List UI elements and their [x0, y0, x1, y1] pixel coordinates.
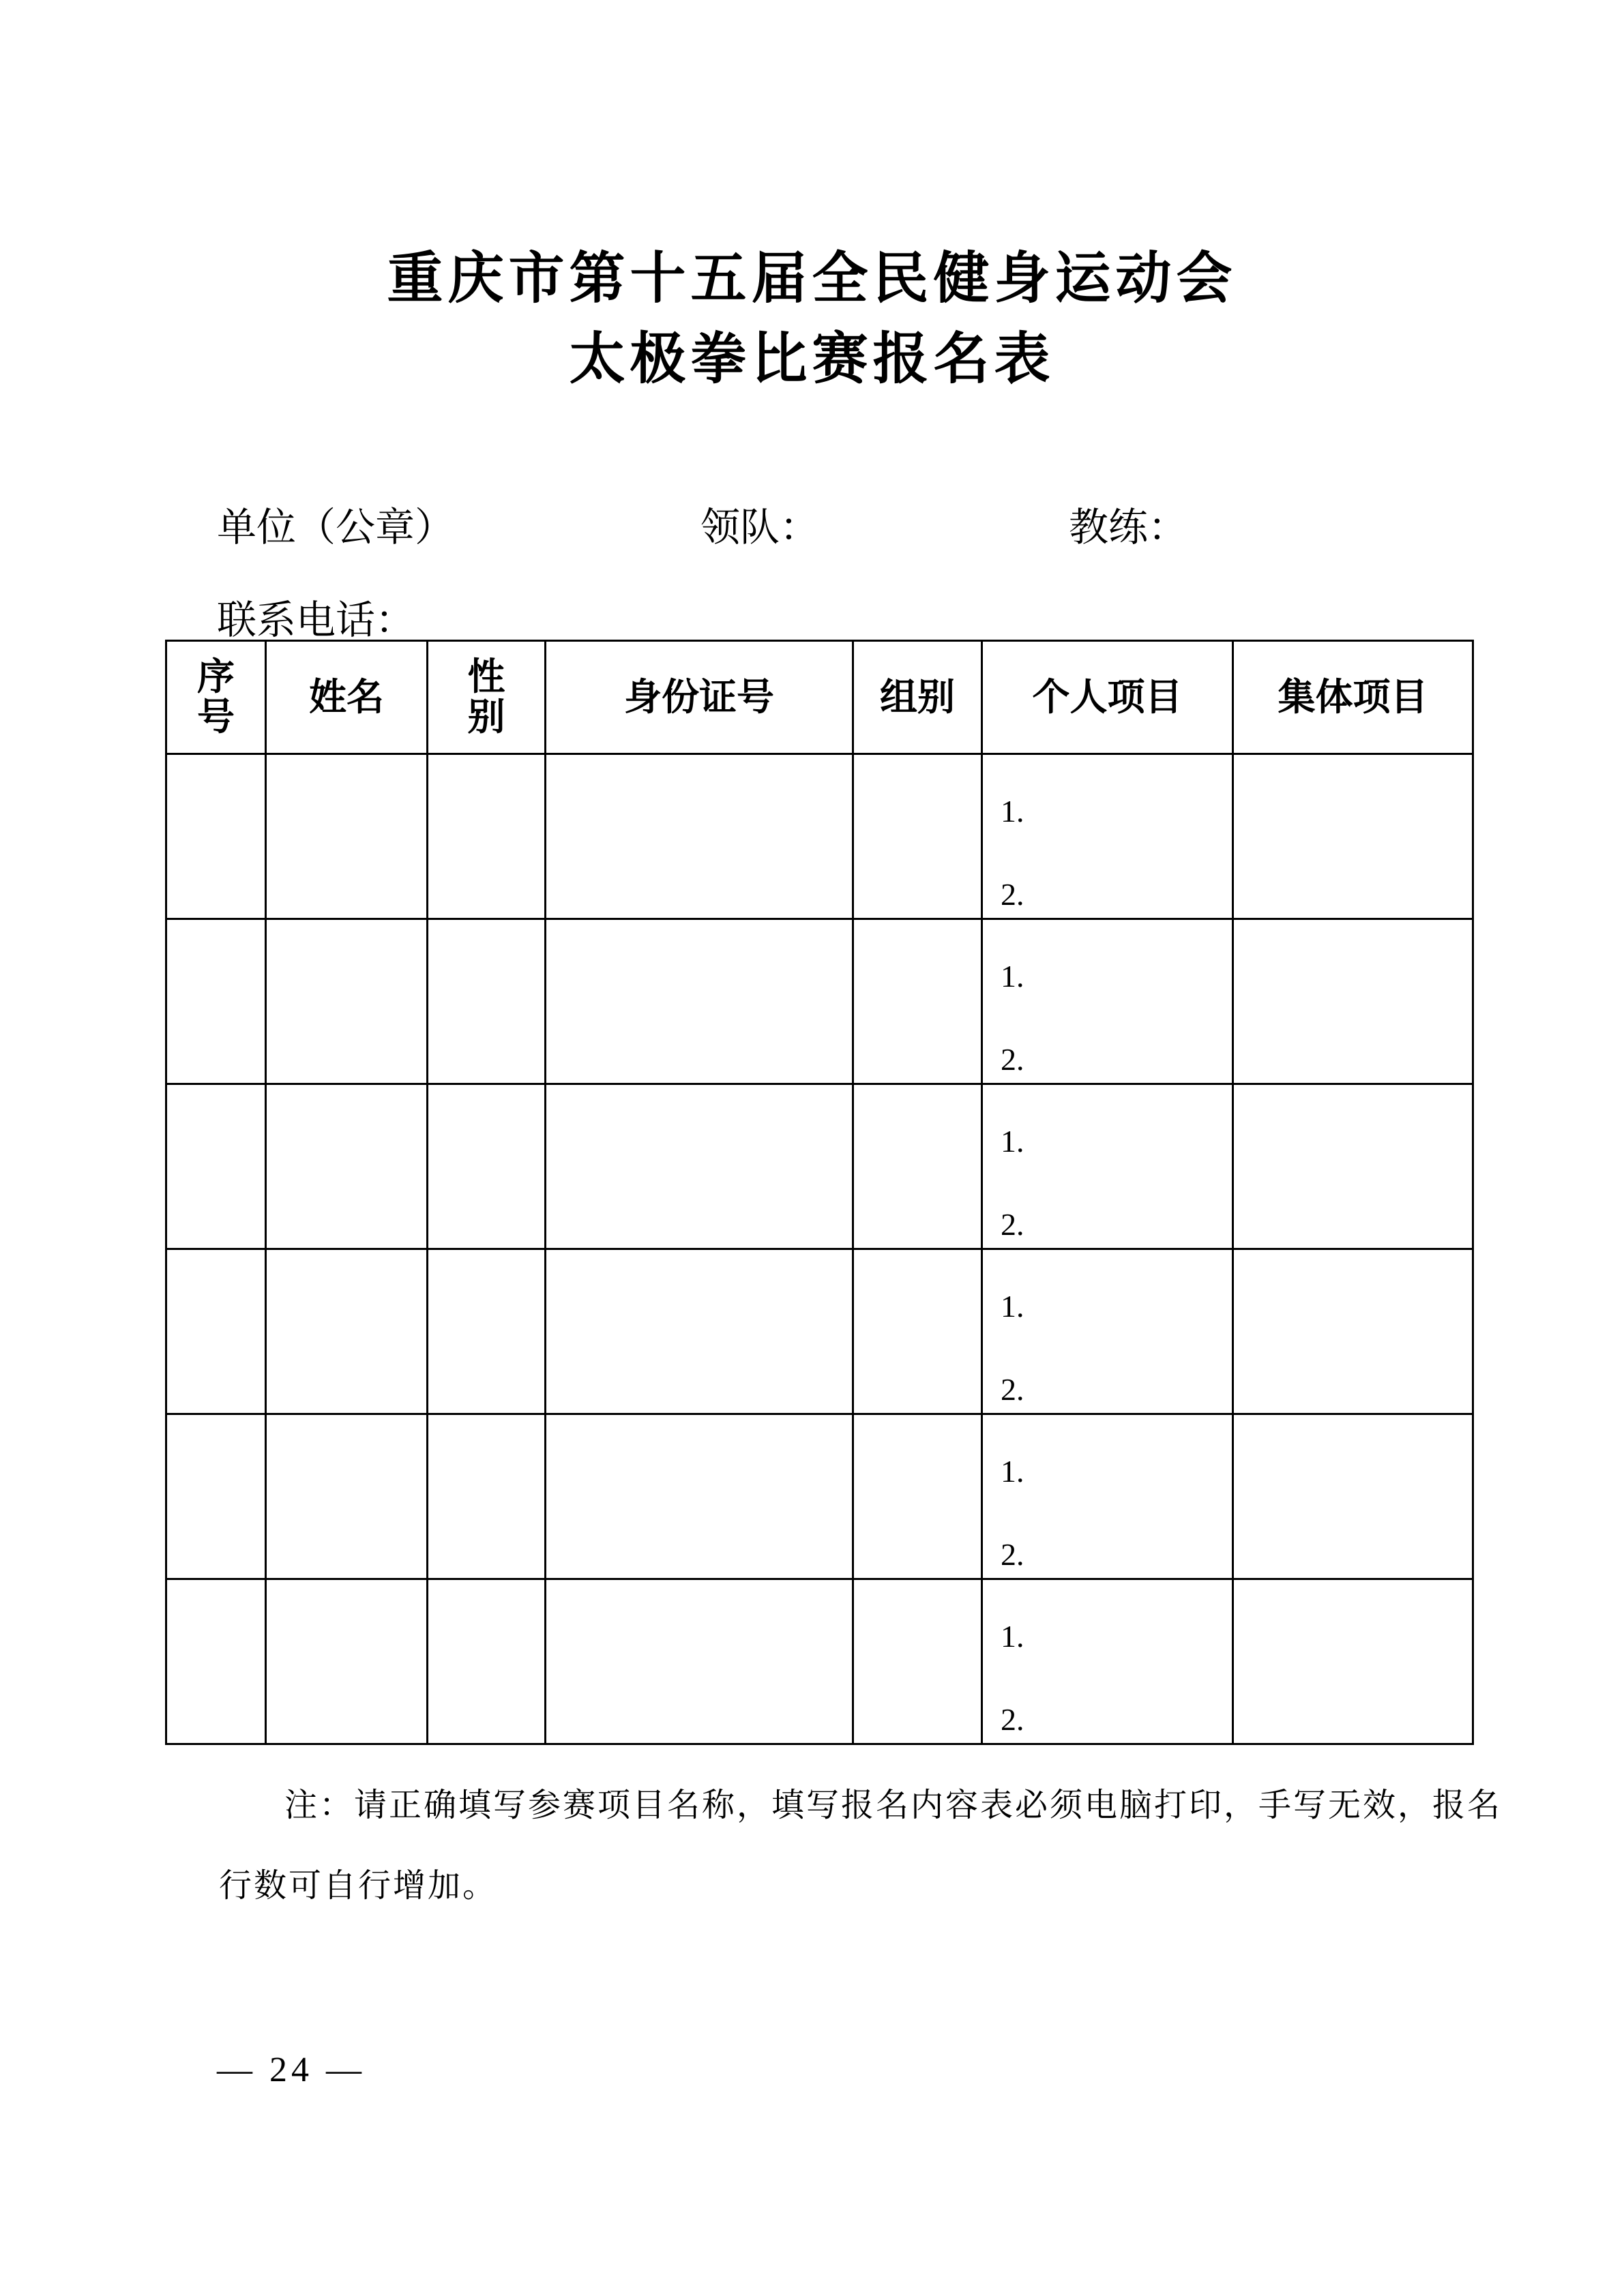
cell-gender	[428, 1084, 546, 1249]
title-line-2: 太极拳比赛报名表	[569, 328, 1055, 390]
document-title	[0, 239, 1624, 400]
cell-individual-events	[982, 919, 1233, 1084]
cell-team-events	[1233, 1084, 1473, 1249]
cell-group	[853, 1414, 982, 1579]
individual-event-slot-2: 2.	[1001, 1702, 1024, 1737]
cell-individual-events	[982, 1579, 1233, 1744]
title-line-1: 重庆市第十五届全民健身运动会	[387, 248, 1237, 310]
table-row	[166, 754, 1473, 919]
cell-serial-number	[166, 1249, 266, 1414]
cell-serial-number	[166, 1414, 266, 1579]
cell-gender	[428, 754, 546, 919]
cell-name	[266, 1414, 428, 1579]
cell-team-events	[1233, 1579, 1473, 1744]
cell-serial-number	[166, 1084, 266, 1249]
table-row	[166, 919, 1473, 1084]
header-cell-serial-number	[166, 641, 266, 754]
cell-serial-number	[166, 1579, 266, 1744]
cell-gender	[428, 1249, 546, 1414]
cell-gender	[428, 1579, 546, 1744]
individual-event-slot-1: 1.	[1001, 959, 1024, 994]
table-row	[166, 1249, 1473, 1414]
individual-event-slot-2: 2.	[1001, 1207, 1024, 1242]
contact-phone-label: 联系电话：	[217, 598, 415, 642]
cell-id-number	[546, 919, 853, 1084]
individual-event-slot-1: 1.	[1001, 794, 1024, 829]
cell-group	[853, 1084, 982, 1249]
cell-individual-events	[982, 754, 1233, 919]
note-line-1: 注：请正确填写参赛项目名称，填写报名内容表必须电脑打印，手写无效，报名	[284, 1787, 1503, 1823]
cell-group	[853, 754, 982, 919]
cell-group	[853, 1579, 982, 1744]
individual-event-slot-1: 1.	[1001, 1124, 1024, 1159]
table-row	[166, 1579, 1473, 1744]
header-cell-team-events: 集体项目	[1233, 641, 1473, 754]
unit-seal-label: 单位（公章）	[217, 505, 455, 550]
serial-number-label: 序号	[196, 655, 235, 738]
cell-team-events	[1233, 754, 1473, 919]
cell-id-number	[546, 1084, 853, 1249]
individual-event-slot-2: 2.	[1001, 1042, 1024, 1077]
individual-event-slot-1: 1.	[1001, 1454, 1024, 1489]
cell-team-events	[1233, 1249, 1473, 1414]
cell-team-events	[1233, 1414, 1473, 1579]
cell-individual-events	[982, 1414, 1233, 1579]
cell-id-number	[546, 754, 853, 919]
header-row	[166, 641, 1473, 754]
cell-name	[266, 1084, 428, 1249]
header-cell-gender	[428, 641, 546, 754]
cell-id-number	[546, 1249, 853, 1414]
cell-group	[853, 919, 982, 1084]
header-cell-name: 姓名	[266, 641, 428, 754]
registration-table	[165, 640, 1474, 1745]
cell-name	[266, 1579, 428, 1744]
cell-id-number	[546, 1579, 853, 1744]
individual-event-slot-1: 1.	[1001, 1619, 1024, 1654]
table-row	[166, 1084, 1473, 1249]
cell-name	[266, 1249, 428, 1414]
individual-event-slot-2: 2.	[1001, 1372, 1024, 1407]
team-leader-label: 领队：	[700, 505, 820, 550]
page-number: — 24 —	[217, 2051, 366, 2089]
cell-name	[266, 754, 428, 919]
cell-team-events	[1233, 919, 1473, 1084]
form-label-row-1	[0, 502, 1624, 563]
cell-gender	[428, 919, 546, 1084]
cell-serial-number	[166, 919, 266, 1084]
cell-name	[266, 919, 428, 1084]
table-row	[166, 1414, 1473, 1579]
gender-label: 性别	[467, 655, 505, 738]
header-cell-group: 组别	[853, 641, 982, 754]
header-cell-id-number: 身份证号	[546, 641, 853, 754]
individual-event-slot-2: 2.	[1001, 877, 1024, 912]
coach-label: 教练：	[1069, 505, 1188, 550]
cell-id-number	[546, 1414, 853, 1579]
cell-group	[853, 1249, 982, 1414]
header-cell-individual-events: 个人项目	[982, 641, 1233, 754]
individual-event-slot-1: 1.	[1001, 1289, 1024, 1324]
cell-individual-events	[982, 1249, 1233, 1414]
cell-serial-number	[166, 754, 266, 919]
individual-event-slot-2: 2.	[1001, 1537, 1024, 1572]
cell-individual-events	[982, 1084, 1233, 1249]
cell-gender	[428, 1414, 546, 1579]
note-line-2: 行数可自行增加。	[219, 1868, 498, 1904]
